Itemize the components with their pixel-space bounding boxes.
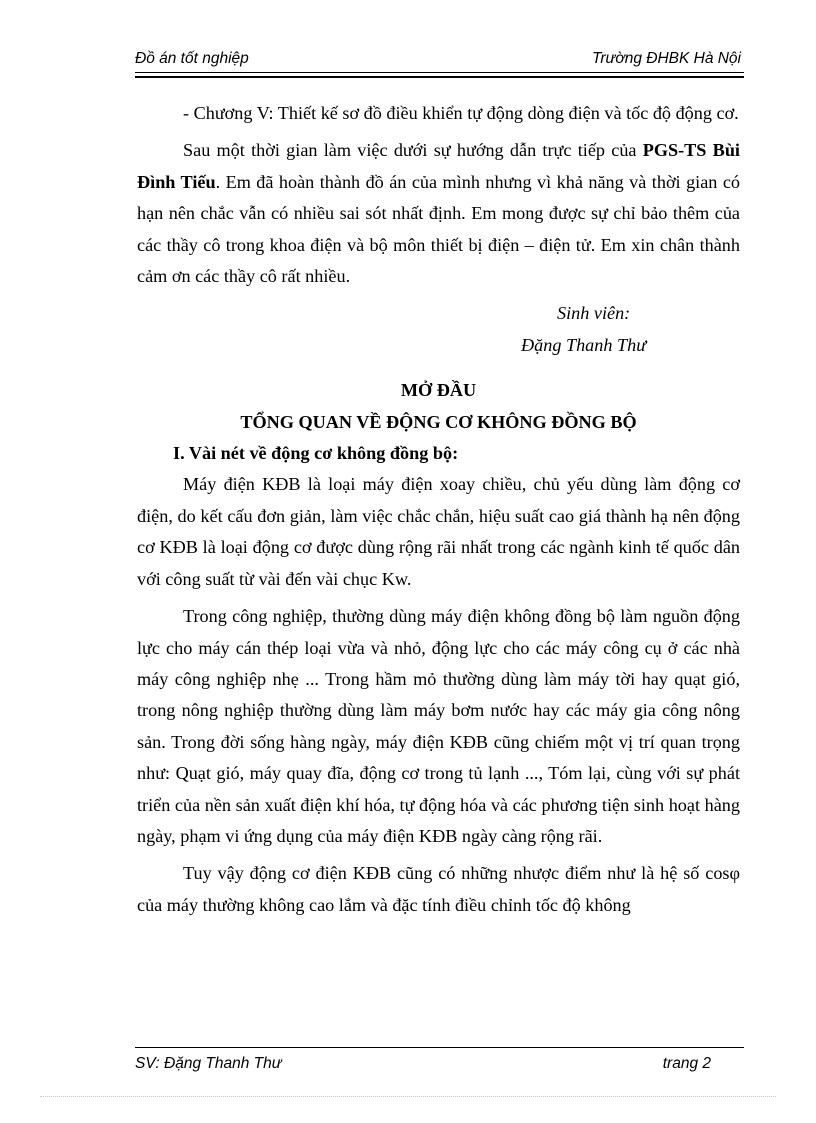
- paragraph-3: Tuy vậy động cơ điện KĐB cũng có những nhược điểm như là hệ số cosφ của máy thường không cao lắm và đặc tính điều chỉnh tốc độ không: [137, 863, 740, 915]
- paragraph-1: Máy điện KĐB là loại máy điện xoay chiều, chủ yếu dùng làm động cơ điện, do kết cấu đơn giản, làm việc chắc chắn, hiệu suất cao giá thành hạ nên động cơ KĐB là loại động cơ được dùng rộng rãi nhất trong các ngành kinh tế quốc dân với công suất từ vài đến vài chục Kw.: [137, 474, 740, 589]
- section-title-intro: MỞ ĐẦU: [400, 380, 477, 401]
- page-footer: [135, 1055, 743, 1077]
- ack-advisor: PGS-TS Bùi Đình Tiếu: [137, 140, 740, 192]
- paragraph-2: Trong công nghiệp, thường dùng máy điện không đồng bộ làm nguồn động lực cho máy cán thép loại vừa và nhỏ, động lực cho các máy công cụ ở các nhà máy công nghiệp nhẹ ... Trong hầm mỏ thường dùng làm máy tời hay quạt gió, trong nông nghiệp thường dùng làm máy bơm nước hay các máy gia công nông sản. Trong đời sống hàng ngày, máy điện KĐB cũng chiếm một vị trí quan trọng như: Quạt gió, máy quay đĩa, động cơ trong tủ lạnh ..., Tóm lại, cùng với sự phát triển của nền sản xuất điện khí hóa, tự động hóa và các phương tiện sinh hoạt hàng ngày, phạm vi ứng dụng của máy điện KĐB ngày càng rộng rãi.: [137, 606, 740, 846]
- acknowledgement-paragraph: [137, 135, 740, 292]
- section-title-overview: TỔNG QUAN VỀ ĐỘNG CƠ KHÔNG ĐỒNG BỘ: [240, 411, 637, 432]
- subsection-heading: I. Vài nét về động cơ không đồng bộ:: [173, 443, 459, 464]
- page-bottom-dotted-line: [40, 1096, 776, 1097]
- page-number: trang 2: [662, 1055, 711, 1072]
- footer-author: SV: Đặng Thanh Thư: [135, 1055, 282, 1072]
- footer-rule: [135, 1047, 744, 1048]
- signature-label: Sinh viên:: [557, 303, 631, 324]
- ack-pre: Sau một thời gian làm việc dưới sự hướng dẫn trực tiếp của: [183, 140, 643, 161]
- header-rule: [135, 72, 744, 73]
- chapter-5-line: - Chương V: Thiết kế sơ đồ điều khiển tự động dòng điện và tốc độ động cơ.: [183, 103, 739, 123]
- page-header: [135, 50, 743, 72]
- signature-name: Đặng Thanh Thư: [521, 334, 647, 355]
- header-left: Đồ án tốt nghiệp: [135, 50, 249, 67]
- ack-post: . Em đã hoàn thành đồ án của mình nhưng vì khả năng và thời gian có hạn nên chắc vẫn có nhiều sai sót nhất định. Em mong được sự chỉ bảo thêm của các thầy cô trong khoa điện và bộ môn thiết bị điện – điện tử. Em xin chân thành cảm ơn các thầy cô rất nhiều.: [137, 171, 740, 287]
- header-right: Trường ĐHBK Hà Nội: [592, 50, 741, 67]
- header-rule-thick: [135, 76, 744, 78]
- page-body: [137, 98, 740, 921]
